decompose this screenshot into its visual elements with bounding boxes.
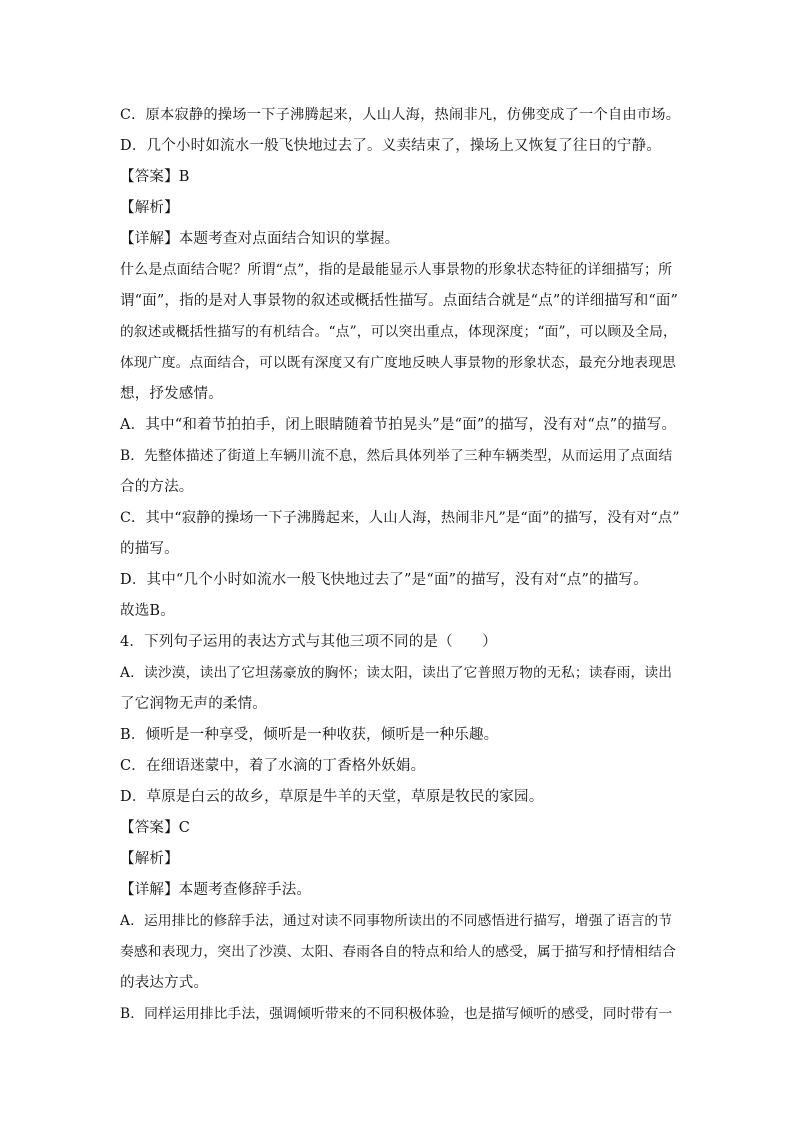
question-4: 4．下列句子运用的表达方式与其他三项不同的是（ ）: [120, 634, 497, 650]
explanation-line: 体现广度。点面结合，可以既有深度又有广度地反映人事景物的形象状态，最充分地表现思: [120, 355, 677, 371]
answer-label: 【答案】B: [120, 169, 190, 185]
option-d-text: D．几个小时如流水一般飞快地过去了。义卖结束了，操场上又恢复了往日的宁静。: [120, 138, 662, 154]
option-c-text: C．原本寂静的操场一下子沸腾起来，人山人海，热闹非凡，仿佛变成了一个自由市场。: [120, 107, 681, 123]
analysis-option-b-cont: 合的方法。: [120, 479, 194, 495]
analysis-label: 【解析】: [120, 200, 179, 216]
analysis-option-a: A．其中“和着节拍拍手，闭上眼睛随着节拍晃头”是“面”的描写，没有对“点”的描写。: [120, 417, 677, 433]
explanation-line: 想，抒发感情。: [120, 386, 223, 402]
q4-analysis-a-cont: 的表达方式。: [120, 975, 209, 991]
document-page: [120, 100, 680, 1030]
analysis-option-c-cont: 的描写。: [120, 541, 179, 557]
conclusion-text: 故选B。: [120, 603, 175, 619]
q4-option-a: A．读沙漠，读出了它坦荡豪放的胸怀；读太阳，读出了它普照万物的无私；读春雨，读出: [120, 665, 673, 681]
q4-option-a-cont: 了它润物无声的柔情。: [120, 696, 267, 712]
analysis-option-d: D．其中“几个小时如流水一般飞快地过去了”是“面”的描写，没有对“点”的描写。: [120, 572, 648, 588]
q4-option-d: D．草原是白云的故乡，草原是牛羊的天堂，草原是牧民的家园。: [120, 789, 544, 805]
analysis-label: 【解析】: [120, 851, 179, 867]
answer-label: 【答案】C: [120, 820, 191, 836]
analysis-option-b: B．先整体描述了街道上车辆川流不息，然后具体列举了三种车辆类型，从而运用了点面结: [120, 448, 673, 464]
detail-label: 【详解】本题考查修辞手法。: [120, 882, 312, 898]
explanation-line: 什么是点面结合呢？所谓“点”，指的是最能显示人事景物的形象状态特征的详细描写；所: [120, 262, 673, 278]
explanation-line: 谓“面”，指的是对人事景物的叙述或概括性描写。点面结合就是“点”的详细描写和“面”: [120, 293, 679, 309]
q4-option-c: C．在细语迷蒙中，着了水滴的丁香格外妖娟。: [120, 758, 426, 774]
detail-label: 【详解】本题考查对点面结合知识的掌握。: [120, 231, 400, 247]
explanation-line: 的叙述或概括性描写的有机结合。“点”，可以突出重点，体现深度；“面”，可以顾及全局，: [120, 324, 677, 340]
q4-analysis-b: B．同样运用排比手法，强调倾听带来的不同积极体验，也是描写倾听的感受，同时带有一: [120, 1006, 673, 1022]
q4-analysis-a-cont: 奏感和表现力，突出了沙漠、太阳、春雨各自的特点和给人的感受，属于描写和抒情相结合: [120, 944, 677, 960]
q4-analysis-a: A．运用排比的修辞手法，通过对读不同事物所读出的不同感悟进行描写，增强了语言的节: [120, 913, 673, 929]
q4-option-b: B．倾听是一种享受，倾听是一种收获，倾听是一种乐趣。: [120, 727, 499, 743]
analysis-option-c: C．其中“寂静的操场一下子沸腾起来，人山人海，热闹非凡”是“面”的描写，没有对“点”: [120, 510, 680, 526]
